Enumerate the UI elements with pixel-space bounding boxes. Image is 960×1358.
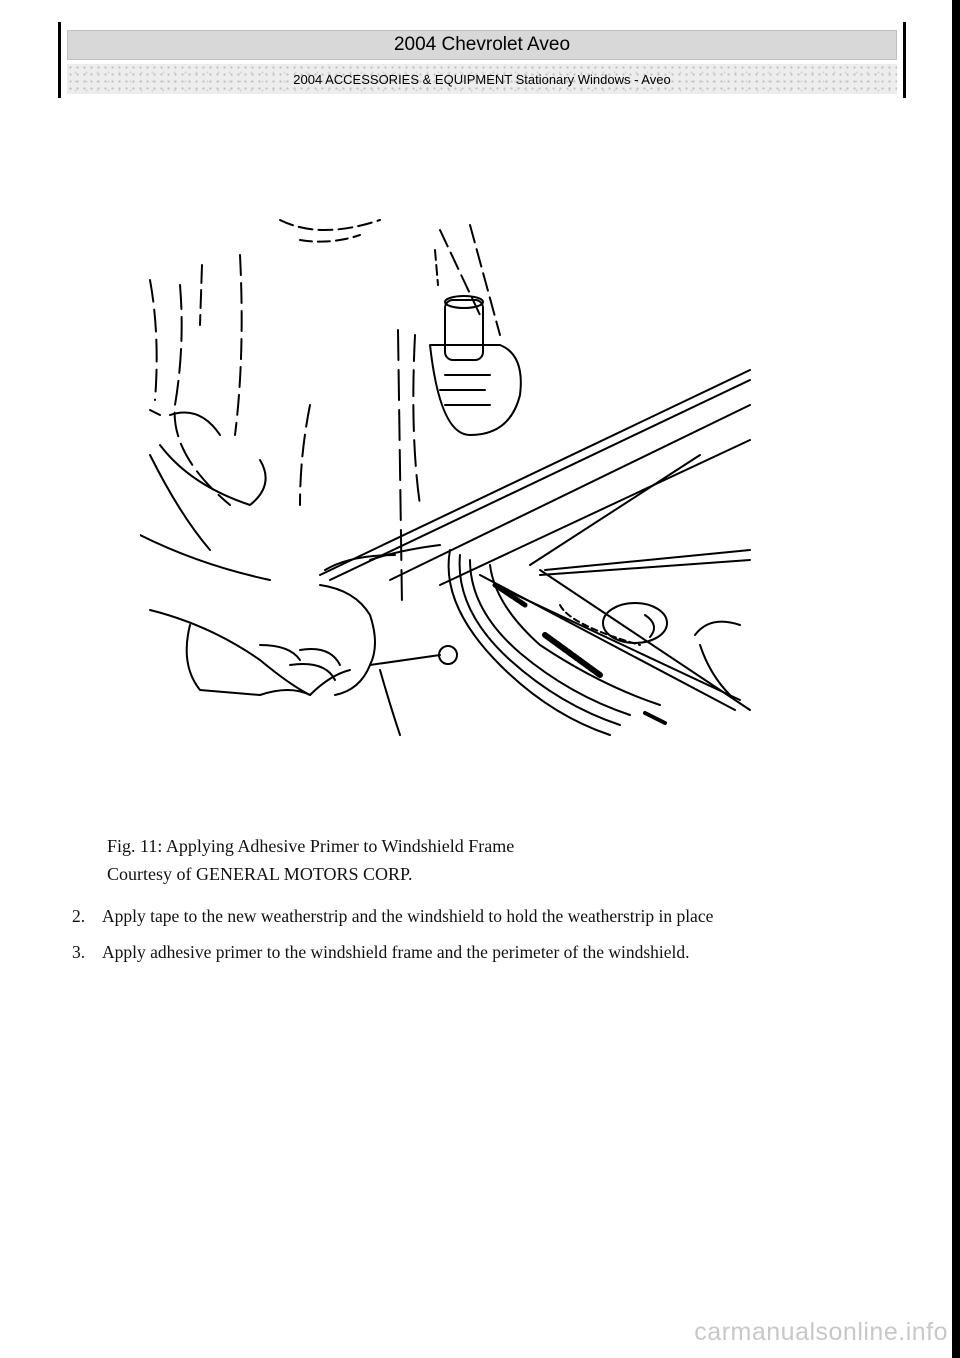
step-number: 2. [72,906,86,926]
step-item [72,898,902,934]
figure-illustration [140,205,760,765]
figure-caption [107,832,514,888]
step-text: Apply adhesive primer to the windshield frame and the perimeter of the windshield. [102,942,690,962]
caption-title: Fig. 11: Applying Adhesive Primer to Windshield Frame [107,836,515,856]
caption-credit: Courtesy of GENERAL MOTORS CORP. [107,864,413,884]
windshield-primer-illustration [140,205,760,765]
step-text: Apply tape to the new weatherstrip and the windshield to hold the weatherstrip in place [102,906,714,926]
header-title: 2004 Chevrolet Aveo [67,30,897,60]
header-bar [58,22,906,98]
header-subtitle: 2004 ACCESSORIES & EQUIPMENT Stationary Windows - Aveo [67,64,897,94]
page-edge-rule [952,0,960,1358]
procedure-steps [72,898,902,970]
step-number: 3. [72,942,86,962]
watermark[interactable]: carmanualsonline.info [694,1318,948,1346]
step-item [72,934,902,970]
